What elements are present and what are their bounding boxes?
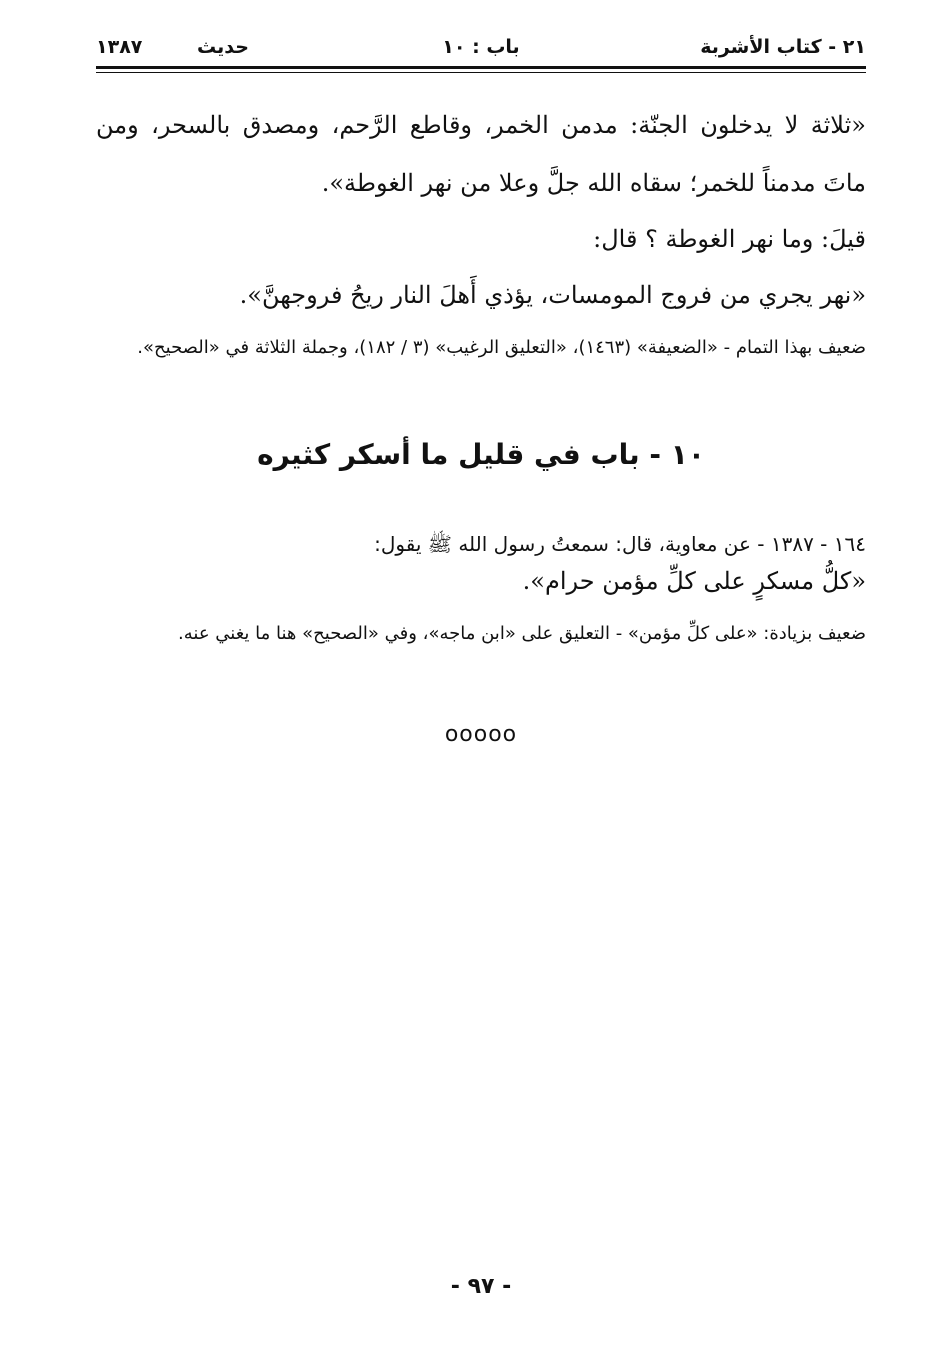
section-divider: ooooo [444,722,518,747]
page-number: - ٩٧ - [450,1274,512,1299]
header-hadith-number: ١٣٨٧ [96,36,143,58]
answer-quote: «نهر يجري من فروج المومسات، يؤذي أَهلَ النار ريحُ فروجهنَّ». [239,281,866,309]
hadith-quote-paragraph: «ثلاثة لا يدخلون الجنّة: مدمن الخمر، وقاطع الرَّحم، ومصدق بالسحر، ومن ماتَ مدمناً للخمر؛ سقاه الله جلَّ وعلا من نهر الغوطة». [96,111,866,197]
hadith-narration-line: ١٦٤ - ١٣٨٧ - عن معاوية، قال: سمعتُ رسول الله ﷺ يقول: [374,532,866,556]
header-book-title: ٢١ - كتاب الأشربة [700,36,866,58]
grading-note-second: ضعيف بزيادة: «على كلِّ مؤمن» - التعليق على «ابن ماجه»، وفي «الصحيح» هنا ما يغني عنه. [178,623,866,644]
header-rule-thin [96,72,866,73]
question-line: قيلَ: وما نهر الغوطة ؟ قال: [593,225,866,253]
hadith-quote-line: «كلُّ مسكرٍ على كلِّ مؤمن حرام». [522,567,866,595]
header-hadith-label: حديث [197,36,249,58]
grading-note: ضعيف بهذا التمام - «الضعيفة» (١٤٦٣)، «التعليق الرغيب» (٣ / ١٨٢)، وجملة الثلاثة في «الصحيح». [137,337,866,358]
header-rule-thick [96,66,866,69]
chapter-heading: ١٠ - باب في قليل ما أسكر كثيره [257,438,705,471]
header-chapter: باب : ١٠ [442,36,520,58]
header-hadith [96,36,249,58]
running-header [96,30,866,64]
